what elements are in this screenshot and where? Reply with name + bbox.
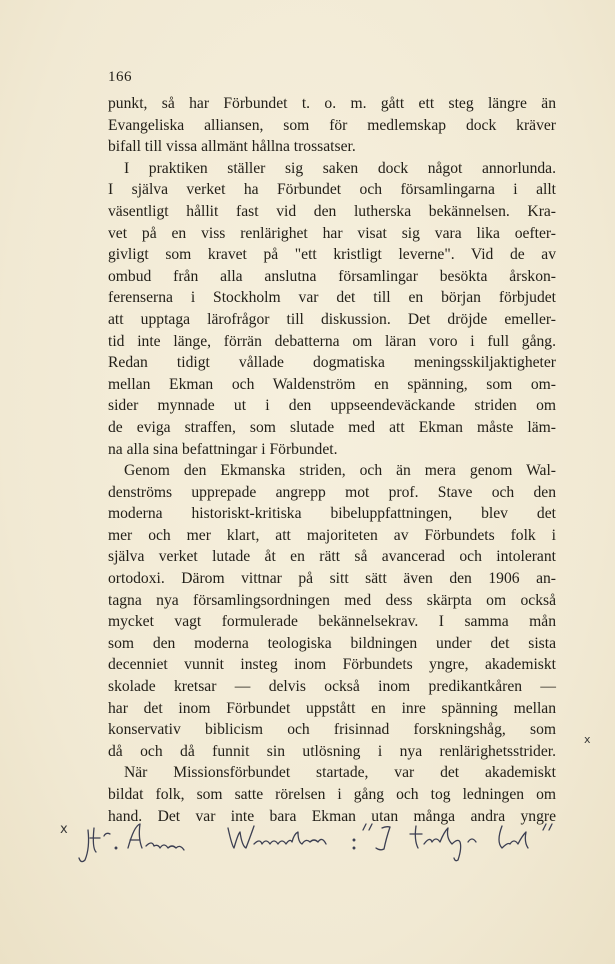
text-line: tid inte länge, förrän debatterna om läran voro i full gång. [108,332,556,350]
text-line: bifall till vissa allmänt hållna trossatser. [108,138,356,156]
text-line: Evangeliska alliansen, som för medlemskap dock kräver [108,116,556,134]
text-line: då och då funnit sin utlösning i nya renlärighetsstrider. [108,742,556,760]
margin-mark-right: x [584,733,591,746]
text-line: När Missionsförbundet startade, var det akademiskt [124,764,556,782]
text-line: har det inom Förbundet uppstått en inre spänning mellan [108,699,556,717]
margin-mark-left: x [60,822,68,837]
text-line: moderna historiskt-kritiska bibeluppfattningen, blev det [108,505,556,523]
text-line: punkt, så har Förbundet t. o. m. gått ett steg längre än [108,95,556,112]
text-line: givligt som kravet på "ett kristligt leverne". Vid de av [108,246,556,264]
text-line: bildat folk, som satte rörelsen i gång och tog ledningen om [108,786,556,803]
handwritten-annotation [76,818,576,870]
text-line: denströms upprepade angrepp mot prof. Stave och den [108,483,556,501]
text-line: vet på en viss renlärighet har visat sig vara lika oefter- [108,224,556,242]
text-line: ortodoxi. Därom vittnar på sitt sätt även den 1906 an- [108,570,556,588]
text-line: skolade kretsar — delvis också inom predikantkåren — [108,678,556,696]
text-line: Genom den Ekmanska striden, och än mera genom Wal- [124,462,556,480]
text-line: decenniet vunnit insteg inom Förbundets yngre, akademiskt [108,656,556,674]
text-line: sider mynnade ut i den uppseendeväckande striden om [108,397,556,415]
page-number: 166 [108,69,132,85]
text-line: själva verket lutade åt en rätt så avancerad och intolerant [108,548,556,566]
text-line: na alla sina befattningar i Förbundet. [108,440,338,458]
text-line: tagna nya församlingsordningen med dess skärpta om också [108,591,556,609]
text-line: hand. Det var inte bara Ekman utan många andra yngre [108,807,556,825]
text-line: mellan Ekman och Waldenström en spänning, som om- [108,375,556,393]
text-line: konservativ biblicism och frisinnad forskningshåg, som [108,721,556,739]
text-line: att upptaga lärofrågor till diskussion. Det dröjde emeller- [108,310,556,328]
text-line: de eviga straffen, som slutade med att Ekman måste läm- [108,418,556,436]
text-line: Redan tidigt vållade dogmatiska meningsskiljaktigheter [108,354,556,372]
body-text [108,93,556,827]
handwriting-signature-image [76,818,576,870]
text-line: mer och mer klart, att majoriteten av Förbundets folk i [108,526,556,544]
text-line: mycket vagt formulerade bekännelsekrav. I samma mån [108,613,556,631]
text-line: ombud från alla anslutna församlingar besökta årskon- [108,267,556,285]
text-line: I själva verket ha Förbundet och församlingarna i allt [108,181,556,199]
text-line: som den moderna teologiska bildningen under det sista [108,634,556,652]
text-line: ferenserna i Stockholm var det till en början förbjudet [108,289,556,307]
text-line: väsentligt hållit fast vid den lutherska bekännelsen. Kra- [108,202,556,220]
text-line: I praktiken ställer sig saken dock något annorlunda. [124,159,556,177]
